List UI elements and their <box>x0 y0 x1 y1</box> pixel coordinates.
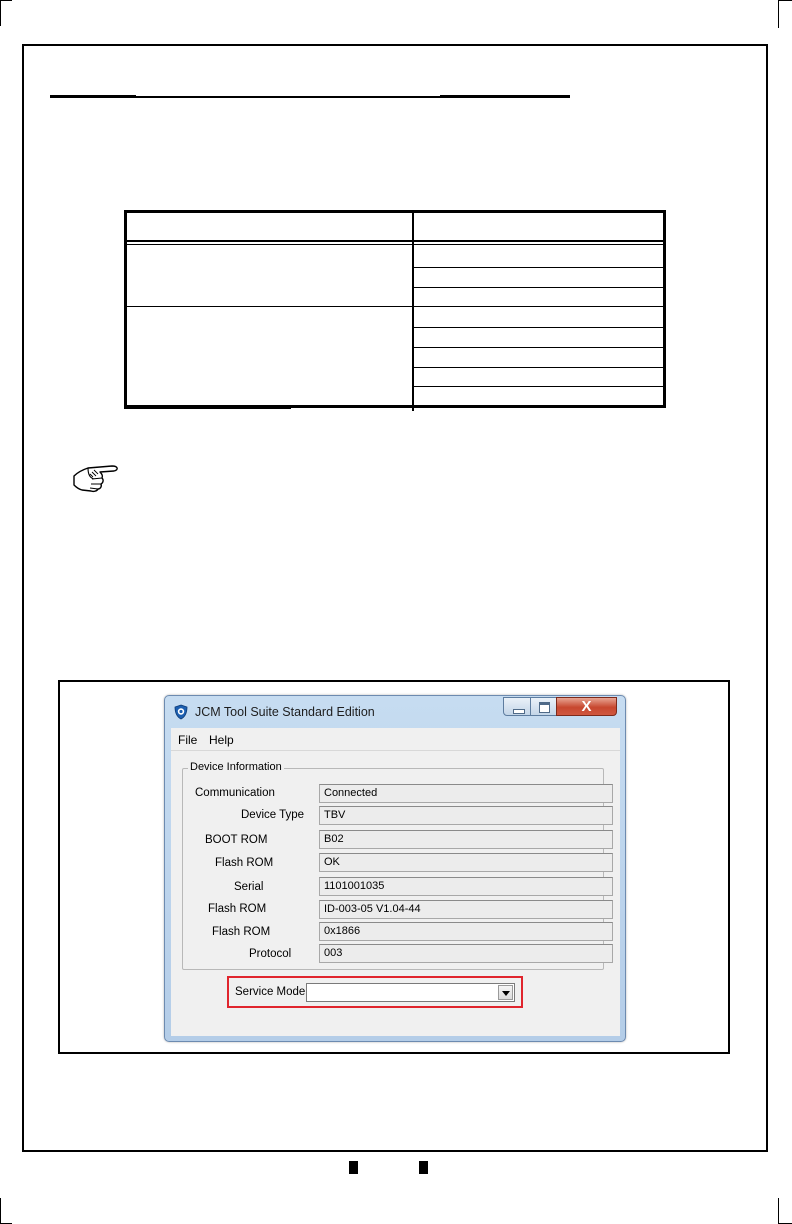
crop-mark <box>778 0 779 28</box>
serial-field[interactable]: 1101001035 <box>319 877 613 896</box>
device-type-label: Device Type <box>241 809 305 821</box>
protocol-label: Protocol <box>249 948 292 960</box>
protocol-field[interactable]: 003 <box>319 944 613 963</box>
app-window <box>164 695 626 1042</box>
flash-rom-status-field[interactable]: OK <box>319 853 613 872</box>
menu-bar <box>171 728 620 750</box>
spec-table <box>124 210 666 408</box>
service-mode-label: Service Mode <box>235 986 306 998</box>
table-footnote-rule <box>124 408 291 409</box>
maximize-button[interactable] <box>530 697 557 716</box>
boot-rom-field[interactable]: B02 <box>319 830 613 849</box>
footer-mark <box>419 1161 428 1174</box>
crop-mark <box>0 0 12 1</box>
pointing-hand-icon <box>72 460 122 494</box>
communication-field[interactable]: Connected <box>319 784 613 803</box>
flash-rom-version-label: Flash ROM <box>208 903 267 915</box>
flash-rom-checksum-field[interactable]: 0x1866 <box>319 922 613 941</box>
client-area <box>171 750 620 1036</box>
window-title: JCM Tool Suite Standard Edition <box>195 705 375 719</box>
service-mode-select[interactable] <box>306 983 515 1002</box>
menu-file[interactable]: File <box>178 733 198 747</box>
jcm-shield-icon <box>173 704 189 720</box>
close-button[interactable] <box>556 697 617 716</box>
service-mode-highlight <box>227 976 523 1008</box>
footer-mark <box>349 1161 358 1174</box>
heading-rule <box>50 96 570 98</box>
crop-mark <box>0 0 1 26</box>
crop-mark <box>0 1198 1 1224</box>
group-label: Device Information <box>190 761 282 773</box>
device-info-group <box>182 761 604 970</box>
chevron-down-icon[interactable] <box>498 985 513 1000</box>
serial-label: Serial <box>234 881 264 893</box>
minimize-button[interactable] <box>503 697 531 716</box>
title-bar[interactable] <box>165 696 625 726</box>
close-icon: X <box>581 698 592 715</box>
flash-rom-status-label: Flash ROM <box>215 857 274 869</box>
flash-rom-version-field[interactable]: ID-003-05 V1.04-44 <box>319 900 613 919</box>
menu-help[interactable]: Help <box>209 733 234 747</box>
device-type-field[interactable]: TBV <box>319 806 613 825</box>
communication-label: Communication <box>195 787 275 799</box>
flash-rom-checksum-label: Flash ROM <box>212 926 271 938</box>
crop-mark <box>778 1198 779 1224</box>
boot-rom-label: BOOT ROM <box>205 834 268 846</box>
crop-mark <box>778 0 792 1</box>
